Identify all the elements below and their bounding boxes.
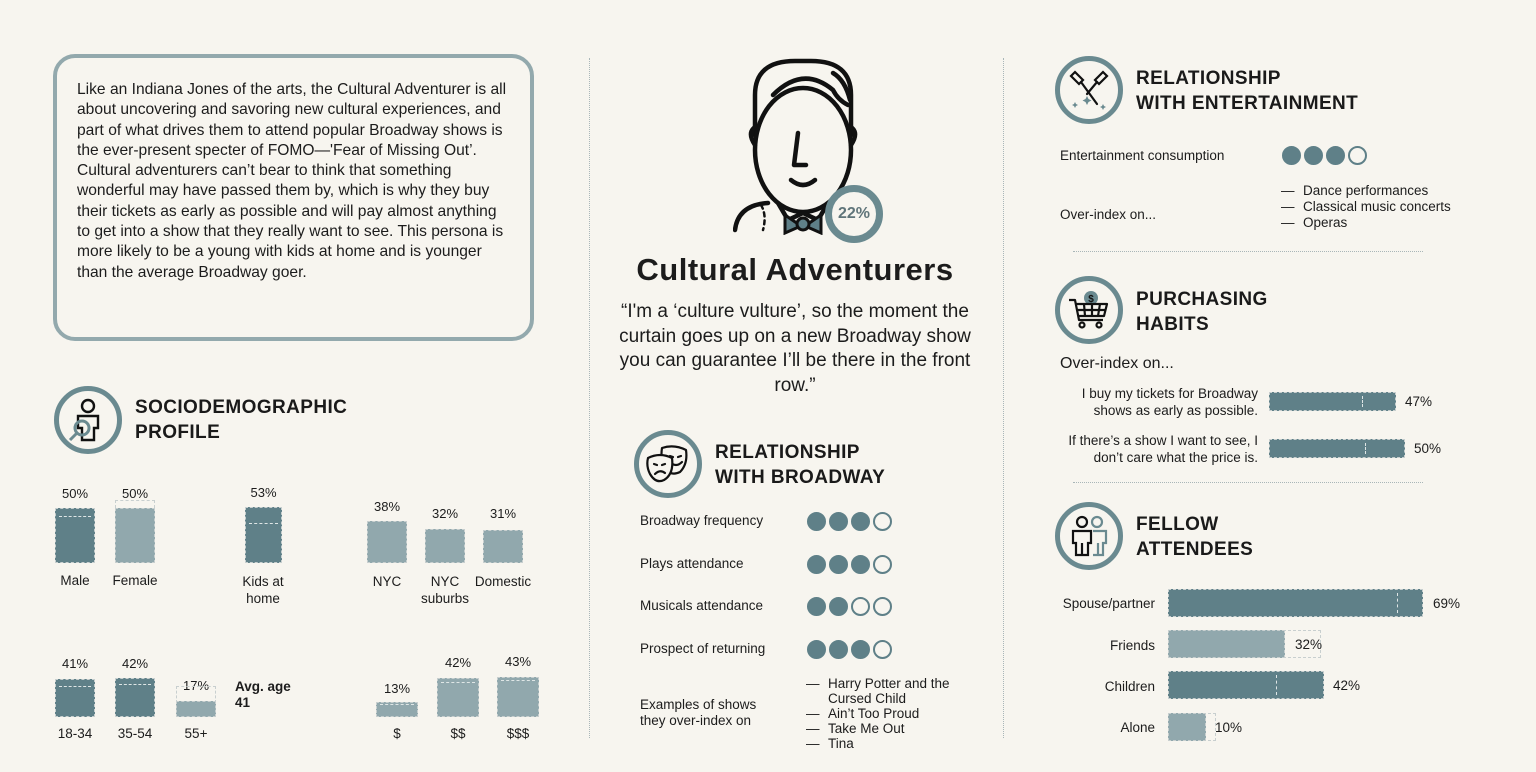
dot-empty <box>873 555 892 574</box>
show-name: Ain’t Too Proud <box>828 706 920 721</box>
bar-category: 35-54 <box>117 726 153 741</box>
dot-filled <box>829 555 848 574</box>
person-magnifier-icon <box>68 398 108 442</box>
bar-income-low <box>376 702 418 717</box>
bar-category: $ <box>393 726 401 741</box>
rating-label: Prospect of returning <box>640 641 766 656</box>
bar-value: 13% <box>383 681 411 696</box>
dot-filled <box>851 640 870 659</box>
fellow-title <box>1136 512 1253 562</box>
rating-entertainment-consumption <box>1282 146 1367 165</box>
bar-category: Domestic <box>474 574 532 589</box>
dot-filled <box>829 597 848 616</box>
rating-broadway-frequency <box>807 512 892 531</box>
avg-age <box>235 679 291 711</box>
bar-age-35-54 <box>115 678 155 717</box>
bar-category: NYC <box>372 574 402 589</box>
shows-list <box>806 676 950 751</box>
consumption-label: Entertainment consumption <box>1060 148 1225 163</box>
show-name: Take Me Out <box>828 721 905 736</box>
purchasing-subtitle: Over-index on... <box>1060 355 1174 372</box>
rating-plays-attendance <box>807 555 892 574</box>
dot-filled <box>807 597 826 616</box>
show-name: Cursed Child <box>828 691 907 706</box>
rating-label: Broadway frequency <box>640 513 764 528</box>
avg-age-value: 41 <box>235 695 251 710</box>
bar-value: 53% <box>250 485 277 500</box>
purchasing-item-label <box>1050 432 1258 466</box>
title-line: PURCHASING <box>1136 289 1268 310</box>
bar-value: 41% <box>61 656 89 671</box>
bar-value: 31% <box>489 506 517 521</box>
list-item: — Take Me Out <box>806 721 905 736</box>
bar-value: 32% <box>431 506 459 521</box>
show-name: Harry Potter and the <box>828 676 950 691</box>
label-line: shows as early as possible. <box>1093 403 1258 418</box>
svg-text:$: $ <box>1088 294 1094 305</box>
bar-category: $$$ <box>506 726 530 741</box>
bar-value: 42% <box>444 655 472 670</box>
bar-value: 32% <box>1295 637 1323 652</box>
title-line: FELLOW <box>1136 514 1219 535</box>
label-line: If there’s a show I want to see, I <box>1068 433 1258 448</box>
dot-filled <box>807 512 826 531</box>
bar-female <box>115 500 155 563</box>
persona-title: Cultural Adventurers <box>636 252 954 287</box>
rating-label: Plays attendance <box>640 556 744 571</box>
bar-value: 42% <box>1333 678 1361 693</box>
dot-empty <box>873 512 892 531</box>
bar-category: Spouse/partner <box>1062 596 1155 611</box>
item-text: Dance performances <box>1303 183 1429 198</box>
bar-buy-early <box>1269 392 1396 411</box>
bar-category: 18-34 <box>57 726 93 741</box>
dot-filled <box>807 640 826 659</box>
bar-value: 17% <box>182 678 210 693</box>
shows-label-line: Examples of shows <box>640 697 757 712</box>
bar-children <box>1168 671 1324 699</box>
overindex-list <box>1281 183 1451 231</box>
sociodemographic-icon-circle <box>54 386 122 454</box>
bar-value: 43% <box>504 654 532 669</box>
shows-label <box>640 697 756 729</box>
bar-category: Kids at home <box>242 574 284 606</box>
bar-category: $$ <box>450 726 466 741</box>
bar-male <box>55 508 95 563</box>
bar-price-no-object <box>1269 439 1405 458</box>
broadway-icon-circle <box>634 430 702 498</box>
persona-description: Like an Indiana Jones of the arts, the Cultural Adventurer is all about uncovering and savoring new cultural experiences, and part of what drives them to attend popular Broadway shows is the ever-present specter of FOMO—'Fear of Missing Out’. Cultural adventurers can’t bear to think that something wonderful may have passed them by, which is why they buy their tickets as early as possible and will pay almost anything to get into a show that they really want to see. This persona is more likely to be a young with kids at home and is younger than the average Broadway goer. <box>77 81 507 281</box>
shopping-cart-dollar-icon <box>1067 290 1111 330</box>
spotlights-icon <box>1067 68 1111 112</box>
column-divider-right <box>1003 58 1004 738</box>
column-divider-left <box>589 58 590 738</box>
bar-category: Male <box>60 573 90 588</box>
dot-filled <box>829 640 848 659</box>
dot-empty <box>873 640 892 659</box>
bar-nyc-suburbs <box>425 529 465 563</box>
share-badge <box>825 185 883 243</box>
list-item-continuation <box>806 691 950 706</box>
list-item: — Operas <box>1281 215 1348 230</box>
dot-empty <box>1348 146 1367 165</box>
section-divider <box>1073 251 1423 252</box>
dot-filled <box>829 512 848 531</box>
bar-income-mid <box>437 678 479 717</box>
title-line: ATTENDEES <box>1136 539 1254 560</box>
title-line: HABITS <box>1136 314 1210 335</box>
dot-empty <box>851 597 870 616</box>
bar-category: 55+ <box>184 726 208 741</box>
bar-value: 69% <box>1433 596 1461 611</box>
bar-alone <box>1168 713 1206 741</box>
bar-domestic <box>483 530 523 563</box>
avg-age-label: Avg. age <box>235 679 291 694</box>
bar-value: 47% <box>1405 394 1433 409</box>
list-item: — Ain’t Too Proud <box>806 706 920 721</box>
fellow-icon-circle <box>1055 502 1123 570</box>
bar-nyc <box>367 521 407 563</box>
purchasing-title <box>1136 287 1268 337</box>
theater-masks-icon <box>646 444 690 484</box>
bar-category: Alone <box>1120 720 1155 735</box>
label-line: I buy my tickets for Broadway <box>1081 386 1258 401</box>
dot-filled <box>851 555 870 574</box>
purchasing-icon-circle <box>1055 276 1123 344</box>
bar-category: Female <box>112 573 158 588</box>
purchasing-item-label <box>1050 385 1258 419</box>
broadway-title <box>715 440 885 490</box>
bar-age-55-plus <box>176 686 216 717</box>
bar-value: 50% <box>61 486 89 501</box>
title-line: SOCIODEMOGRAPHIC <box>135 397 348 418</box>
bar-category: Friends <box>1109 638 1155 653</box>
item-text: Operas <box>1303 215 1348 230</box>
item-text: Classical music concerts <box>1303 199 1451 214</box>
persona-description-box <box>53 54 534 341</box>
rating-prospect-returning <box>807 640 892 659</box>
list-item: — Tina <box>806 736 854 751</box>
share-value: 22% <box>837 205 871 222</box>
bar-category: NYC suburbs <box>420 574 470 606</box>
persona-quote: “I'm a ‘culture vulture’, so the moment the curtain goes up on a new Broadway show you can guarantee I’ll be there in the front row.” <box>619 301 971 396</box>
title-line: WITH BROADWAY <box>715 467 886 488</box>
bar-age-18-34 <box>55 679 95 717</box>
rating-musicals-attendance <box>807 597 892 616</box>
title-line: WITH ENTERTAINMENT <box>1136 93 1359 114</box>
list-item: — Classical music concerts <box>1281 199 1451 214</box>
dot-filled <box>1304 146 1323 165</box>
dot-filled <box>807 555 826 574</box>
rating-label: Musicals attendance <box>640 598 764 613</box>
label-line: don’t care what the price is. <box>1093 450 1258 465</box>
show-name: Tina <box>828 736 854 751</box>
section-divider <box>1073 482 1423 483</box>
bar-kids-at-home <box>245 507 282 563</box>
bar-income-high <box>497 677 539 717</box>
entertainment-title <box>1136 66 1358 116</box>
overindex-label: Over-index on... <box>1060 207 1157 222</box>
bar-value: 10% <box>1215 720 1243 735</box>
entertainment-icon-circle <box>1055 56 1123 124</box>
dot-empty <box>873 597 892 616</box>
sociodemographic-title <box>135 395 347 445</box>
dot-filled <box>851 512 870 531</box>
list-item: — Harry Potter and the <box>806 676 950 691</box>
bar-friends <box>1168 630 1285 658</box>
two-people-icon <box>1069 515 1109 557</box>
bar-value: 50% <box>1414 441 1442 456</box>
shows-label-line: they over-index on <box>640 713 752 728</box>
title-line: RELATIONSHIP <box>715 442 860 463</box>
bar-value: 42% <box>121 656 149 671</box>
bar-value: 38% <box>373 499 401 514</box>
bar-spouse-partner <box>1168 589 1423 617</box>
list-item: — Dance performances <box>1281 183 1429 198</box>
dot-filled <box>1326 146 1345 165</box>
title-line: PROFILE <box>135 422 221 443</box>
dot-filled <box>1282 146 1301 165</box>
bar-value: 50% <box>121 486 149 501</box>
title-line: RELATIONSHIP <box>1136 68 1281 89</box>
bar-category: Children <box>1104 679 1155 694</box>
